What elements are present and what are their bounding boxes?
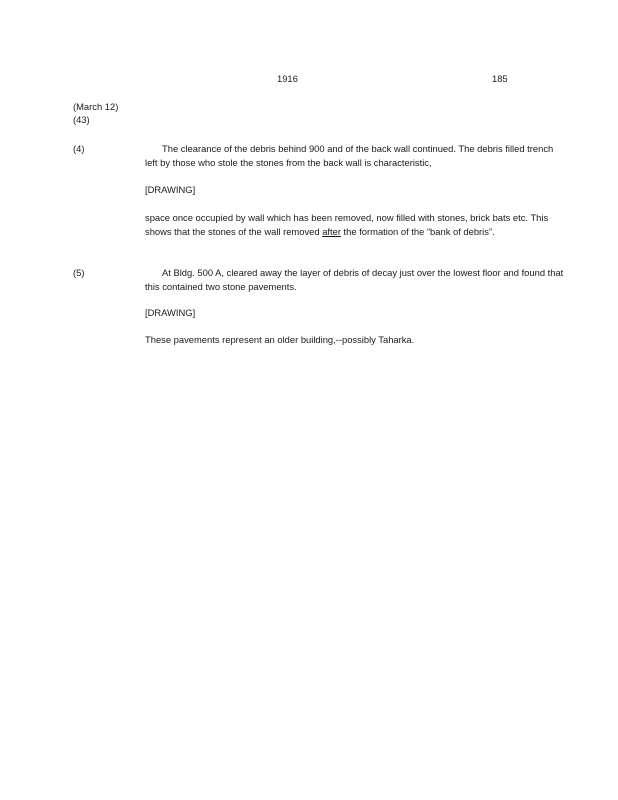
drawing-placeholder-5: [DRAWING] — [145, 307, 196, 318]
item-5-conclusion: These pavements represent an older building,--possibly Taharka. — [145, 334, 415, 345]
continuation-text-after: the formation of the “bank of debris”. — [340, 225, 495, 237]
page-number: 185 — [492, 73, 508, 84]
drawing-placeholder-4: [DRAWING] — [145, 184, 196, 195]
header-year: 1916 — [277, 73, 298, 84]
underlined-word: after — [322, 225, 341, 237]
continuation-text-before: space once occupied by wall which has been removed, now filled with stones, brick bats etc. This shows that the stones of the wall removed — [145, 212, 549, 237]
entry-date: (March 12) — [73, 101, 119, 112]
item-4-continuation — [145, 211, 565, 238]
item-4-paragraph — [145, 142, 565, 169]
item-number-4: (4) — [73, 143, 85, 154]
item-number-5: (5) — [73, 267, 85, 278]
item-4-paragraph-text: The clearance of the debris behind 900 and of the back wall continued. The debris filled trench left by those who stole the stones from the back wall is characteristic, — [145, 143, 554, 168]
item-5-paragraph — [145, 266, 565, 293]
item-5-paragraph-text: At Bldg. 500 A, cleared away the layer of debris of decay just over the lowest floor and found that this contained two stone pavements. — [145, 267, 564, 292]
entry-number: (43) — [73, 114, 90, 125]
